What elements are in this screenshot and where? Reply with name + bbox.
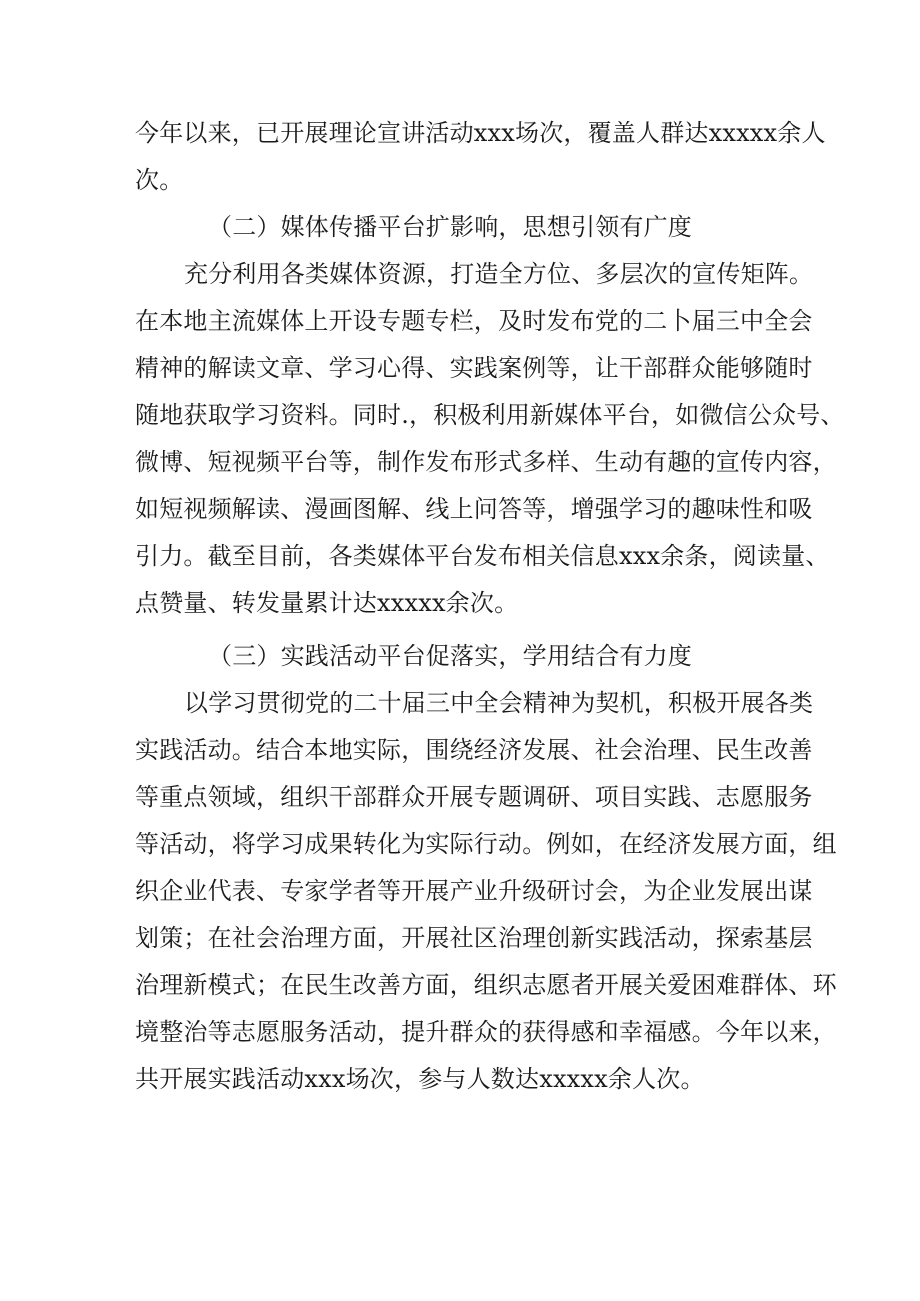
paragraph-line: 点赞量、转发量累计达xxxxx余次。	[135, 589, 519, 617]
paragraph-line: 划策；在社会治理方面，开展社区治理创新实践活动，探索基层	[135, 924, 813, 952]
paragraph-line: 织企业代表、专家学者等开展产业升级研讨会，为企业发展出谋	[135, 877, 813, 905]
paragraph-line: 在本地主流媒体上开设专题专栏，及时发布党的二卜届三中全会	[135, 307, 813, 335]
paragraph-line: 境整治等志愿服务活动，提升群众的获得感和幸福感。今年以来，	[135, 1018, 837, 1046]
paragraph-line: 以学习贯彻党的二十届三中全会精神为契机，积极开展各类	[184, 689, 814, 717]
paragraph-line: 随地获取学习资料。同时.，积极利用新媒体平台，如微信公众号、	[135, 401, 845, 429]
paragraph-line: 等活动，将学习成果转化为实际行动。例如，在经济发展方面，组	[135, 830, 837, 858]
paragraph-line: 如短视频解读、漫画图解、线上问答等，增强学习的趣味性和吸	[135, 495, 813, 523]
section-heading-2: （二）媒体传播平台扩影响，思想引领有广度	[208, 213, 692, 241]
paragraph-line: 次。	[135, 166, 184, 194]
paragraph-line: 今年以来，已开展理论宣讲活动xxx场次，覆盖人群达xxxxx余人	[135, 119, 826, 147]
paragraph-line: 共开展实践活动xxx场次，参与人数达xxxxx余人次。	[135, 1065, 705, 1093]
paragraph-line: 引力。截至目前，各类媒体平台发布相关信息xxx余条，阅读量、	[135, 542, 830, 570]
paragraph-line: 实践活动。结合本地实际，围绕经济发展、社会治理、民生改善	[135, 736, 813, 764]
paragraph-line: 精神的解读文章、学习心得、实践案例等，让干部群众能够随时	[135, 354, 813, 382]
section-heading-3: （三）实践活动平台促落实，学用结合有力度	[208, 642, 692, 670]
paragraph-line: 等重点领域，组织干部群众开展专题调研、项目实践、志愿服务	[135, 783, 813, 811]
paragraph-line: 微博、短视频平台等，制作发布形式多样、生动有趣的宣传内容，	[135, 448, 837, 476]
paragraph-line: 治理新模式；在民生改善方面，组织志愿者开展关爱困难群体、环	[135, 971, 837, 999]
paragraph-line: 充分利用各类媒体资源，打造全方位、多层次的宣传矩阵。	[184, 260, 814, 288]
